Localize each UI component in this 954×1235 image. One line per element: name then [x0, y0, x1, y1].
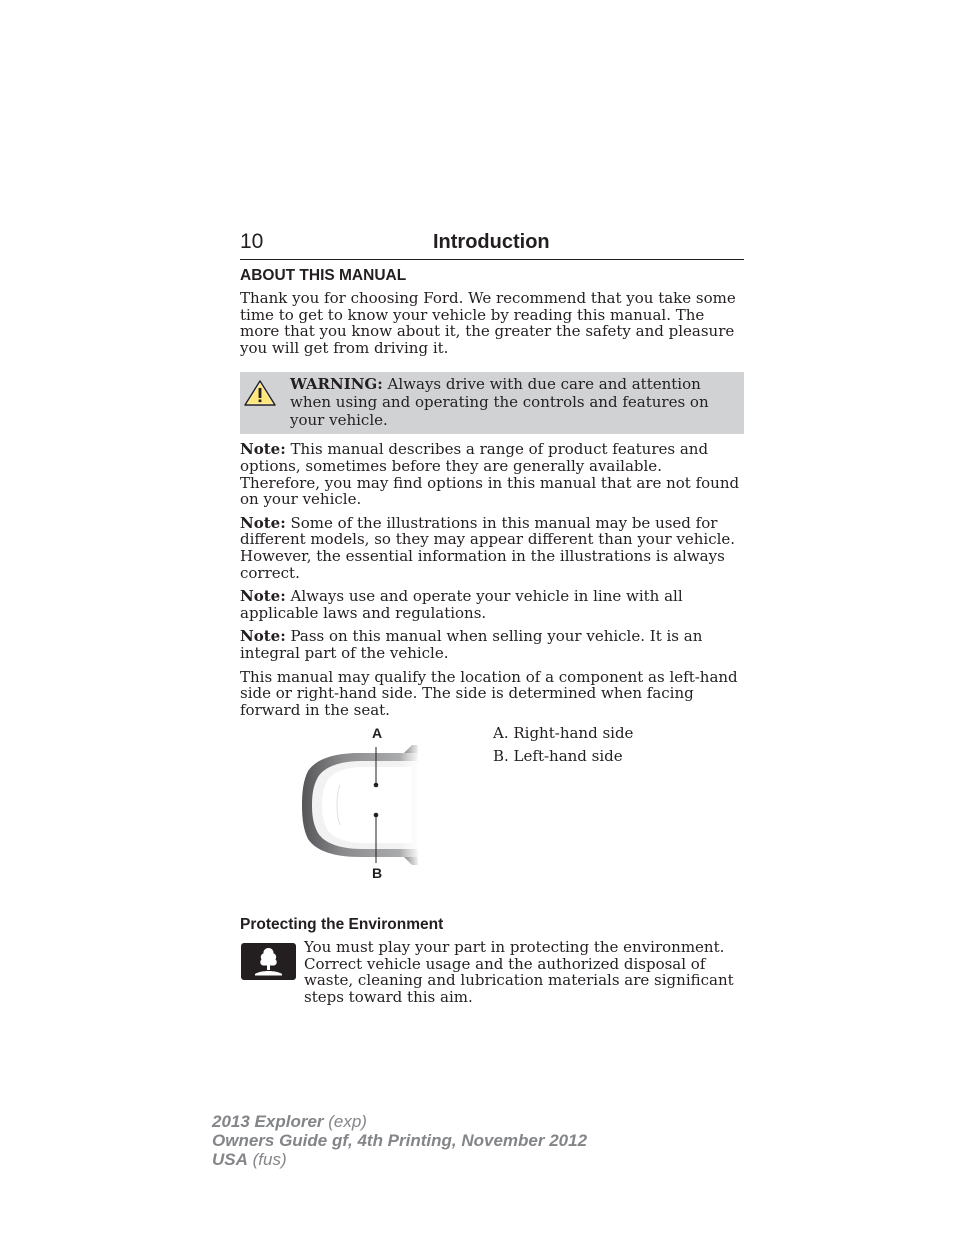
section-heading-about: ABOUT THIS MANUAL	[240, 267, 407, 284]
tree-environment-icon	[241, 943, 296, 980]
note-paragraph	[240, 588, 744, 621]
environment-text: You must play your part in protecting the environment. Correct vehicle usage and the authorized disposal of waste, cleaning and lubrication materials are significant steps toward this aim.	[304, 938, 734, 1007]
note-paragraph	[240, 441, 744, 507]
note-text: Always use and operate your vehicle in line with all applicable laws and regulations.	[240, 587, 683, 622]
footer-region-code: (fus)	[247, 1150, 287, 1169]
note-paragraph	[240, 515, 744, 581]
page-number: 10	[240, 230, 264, 253]
note-label: Note:	[240, 513, 286, 532]
page-footer	[212, 1112, 587, 1169]
note-label: Note:	[240, 440, 286, 459]
warning-body: Always drive with due care and attention when using and operating the controls and features on your vehicle.	[290, 375, 709, 430]
vehicle-sides-figure	[240, 725, 744, 901]
environment-note	[240, 939, 744, 1005]
note-text: Some of the illustrations in this manual may be used for different models, so they may appear different than your vehicle. However, the essential information in the illustrations is always correct.	[240, 513, 736, 582]
note-label: Note:	[240, 587, 286, 606]
footer-model-code: (exp)	[323, 1112, 367, 1131]
warning-triangle-icon	[243, 379, 277, 407]
sides-paragraph: This manual may qualify the location of a component as left-hand side or right-hand side. The side is determined when facing forward in the seat.	[240, 667, 738, 719]
page-header	[240, 229, 744, 260]
chapter-title: Introduction	[433, 231, 550, 253]
warning-text	[290, 375, 730, 429]
note-label: Note:	[240, 627, 286, 646]
footer-region-line	[212, 1150, 587, 1169]
warning-label: WARNING:	[290, 375, 383, 394]
note-paragraph	[240, 628, 744, 661]
note-text: This manual describes a range of product features and options, sometimes before they are generally available. Therefore, you may find options in this manual that are not found on your vehicle.	[240, 440, 740, 509]
legend-item-a: A. Right-hand side	[493, 724, 634, 743]
legend-item-b: B. Left-hand side	[493, 747, 623, 766]
figure-label-b: B	[372, 865, 383, 882]
footer-model: 2013 Explorer	[212, 1112, 324, 1131]
figure-legend	[493, 725, 633, 771]
page-content	[240, 266, 744, 1006]
footer-model-line	[212, 1112, 587, 1131]
warning-box	[240, 372, 744, 434]
footer-guide-line: Owners Guide gf, 4th Printing, November 2012	[212, 1131, 588, 1150]
note-text: Pass on this manual when selling your vehicle. It is an integral part of the vehicle.	[240, 627, 703, 662]
intro-paragraph: Thank you for choosing Ford. We recommend that you take some time to get to know your vehicle by reading this manual. The more that you know about it, the greater the safety and pleasure you will get from driving it.	[240, 289, 736, 357]
figure-label-a: A	[372, 725, 383, 742]
section-heading-environment: Protecting the Environment	[240, 916, 444, 934]
car-top-view-illustration	[300, 725, 420, 885]
footer-region: USA	[212, 1150, 248, 1169]
